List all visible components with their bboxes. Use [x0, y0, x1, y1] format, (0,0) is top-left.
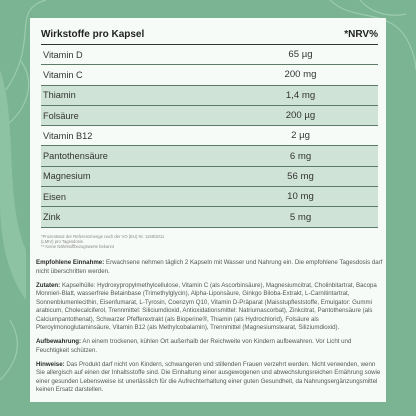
- nutrient-name: Vitamin B12: [43, 130, 93, 141]
- table-row: [41, 167, 378, 187]
- table-row: [41, 187, 378, 207]
- ingredients-paragraph: [36, 282, 383, 333]
- nutrient-amount: 5 mg: [289, 211, 312, 223]
- footnote-reference: *Prozentsatz der Referenzmenge nach der VO (EU) Nr. 1169/2011: [41, 233, 165, 239]
- table-row: [41, 45, 378, 65]
- notice-body: Das Produkt darf nicht von Kindern, schwangeren und stillenden Frauen verzehrt werden. Nicht verwenden, wenn Sie allergisch auf einen der Inhaltsstoffe sind. Die Einhaltung einer ausgewogenen und abwechslungsreichen Ernährung sowie einer gesunden Lebensweise ist unerlässlich für die Aufrechterhaltung einer guten Gesundheit, da Nahrungsergänzungsmittel keinen Ersatz darstellen.: [36, 360, 381, 393]
- nutrient-name: Thiamin: [43, 90, 76, 101]
- nutrient-name: Pantothensäure: [43, 151, 108, 162]
- dosage-title: Empfohlene Einnahme:: [36, 259, 105, 266]
- storage-paragraph: [36, 338, 383, 355]
- table-row: [41, 106, 378, 126]
- storage-title: Aufbewahrung:: [36, 338, 82, 345]
- table-row: [41, 146, 378, 166]
- ingredients-body: Kapselhülle: Hydroxypropylmethylcellulose, Vitamin C (als Ascorbinsäure), Magnesiumcitrat, Cholinbitartrat, Bacopa Monnieri-Blatt, wasserfreie Betainbase (Trimethylglycin), Alpha-Liponsäure, Ginkgo Biloba-Extrakt, L-Carnitintartrat, Sonnenblumenlecithin, Eisenfumarat, L-Tyrosin, Coenzym Q10, Vitamin D-Präparat (Maisstupfleststoffe, Emulgator: Gummi arabicum, Cholecalciferol, Trennmittel: Siliciumdioxid, Antioxidationsmittel: Natriumascorbat), Zinkcitrat, Pantothensäure (als Calciumpantothenat), Schwarzer Pfefferextrakt (als Bioperine®, Thiamin (als Hydrochlorid), Folsäure als Pteroylmonoglutaminsäure, Vitamin B12 (als Methylcobalamin), Trennmittel (Magnesiumstearat, Siliziumdioxid).: [36, 281, 377, 331]
- nutrient-amount: 1,4 mg: [285, 89, 316, 101]
- ingredients-title: Zutaten:: [36, 281, 61, 289]
- table-header: [41, 24, 378, 45]
- nutrient-name: Vitamin C: [43, 69, 83, 80]
- nutrient-amount: 200 mg: [284, 69, 317, 81]
- nutrient-name: Eisen: [43, 191, 66, 202]
- nutrient-name: Folsäure: [43, 110, 79, 121]
- table-row: [41, 86, 378, 106]
- notice-title: Hinweise:: [36, 360, 65, 368]
- nutrient-amount: 56 mg: [287, 170, 314, 182]
- label-panel: [30, 18, 386, 402]
- table-title: Wirkstoffe pro Kapsel: [41, 28, 145, 40]
- table-footnotes: [41, 234, 378, 250]
- table-row: [41, 65, 378, 85]
- nrv-header: *NRV%: [344, 28, 378, 40]
- nutrient-amount: 200 µg: [285, 110, 316, 122]
- nutrient-amount: 10 mg: [287, 191, 314, 203]
- nutrient-amount: 65 µg: [288, 49, 313, 61]
- nutrient-amount: 6 mg: [289, 150, 312, 162]
- nutrient-name: Magnesium: [43, 171, 91, 182]
- table-row: [41, 207, 378, 227]
- nutrient-name: Vitamin D: [43, 49, 83, 60]
- table-rows: [41, 45, 378, 228]
- nutrient-amount: 2 µg: [291, 130, 310, 142]
- dosage-body: Erwachsene nehmen täglich 2 Kapseln mit Wasser und Nahrung ein. Die empfohlene Tagesdosis darf nicht überschritten werden.: [36, 259, 383, 275]
- notice-paragraph: [36, 361, 383, 395]
- table-row: [41, 126, 378, 146]
- nutrient-name: Zink: [43, 212, 61, 223]
- label-text: [36, 259, 383, 400]
- footnote-no-reference: ** Keine Nährstoffbezugswerte bekannt: [41, 244, 115, 250]
- nutrition-table: [41, 24, 378, 250]
- footnote-lmiv: (LMIV) pro Tagesdosis: [41, 239, 83, 245]
- storage-body: An einem trockenen, kühlen Ort außerhalb der Reichweite von Kindern aufbewahren. Vor Licht und Feuchtigkeit schützen.: [36, 338, 352, 354]
- dosage-paragraph: [36, 259, 383, 276]
